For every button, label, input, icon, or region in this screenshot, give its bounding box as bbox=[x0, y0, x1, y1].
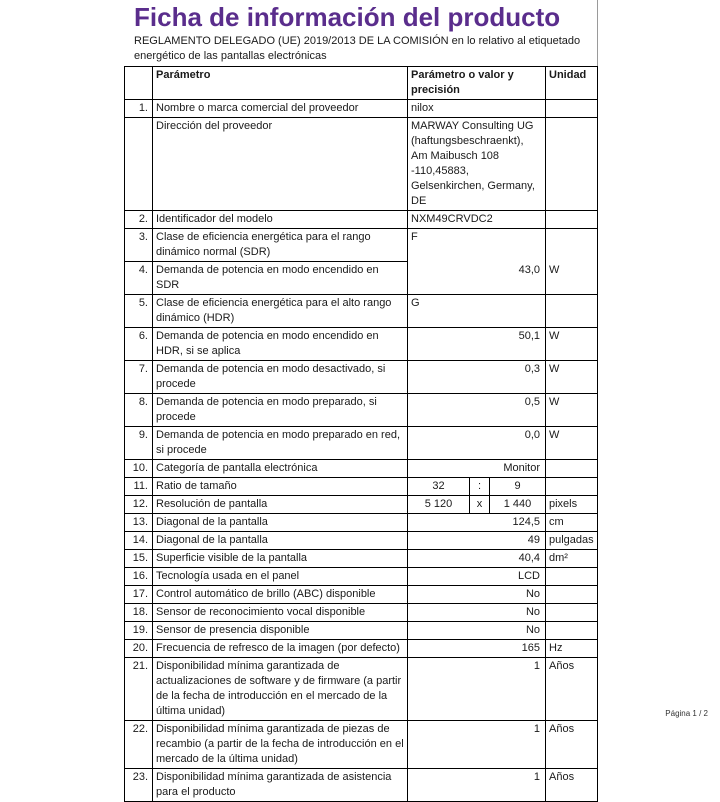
row-value: F bbox=[408, 229, 546, 262]
row-value: 165 bbox=[408, 640, 546, 658]
row-number: 22. bbox=[125, 721, 153, 769]
table-row bbox=[125, 721, 598, 769]
row-param: Identificador del modelo bbox=[153, 211, 408, 229]
row-param: Frecuencia de refresco de la imagen (por defecto) bbox=[153, 640, 408, 658]
row-unit: W bbox=[546, 328, 598, 361]
table-row bbox=[125, 394, 598, 427]
resolution-height: 1 440 bbox=[490, 496, 546, 514]
row-param: Clase de eficiencia energética para el alto rango dinámico (HDR) bbox=[153, 295, 408, 328]
row-number: 19. bbox=[125, 622, 153, 640]
row-value: Monitor bbox=[408, 460, 546, 478]
row-unit bbox=[546, 295, 598, 328]
row-unit bbox=[546, 211, 598, 229]
table-row bbox=[125, 118, 598, 211]
table-row bbox=[125, 328, 598, 361]
row-number: 11. bbox=[125, 478, 153, 496]
table-row bbox=[125, 568, 598, 586]
row-unit: Hz bbox=[546, 640, 598, 658]
resolution-separator: x bbox=[470, 496, 490, 514]
header-valor: Parámetro o valor y precisión bbox=[408, 67, 546, 100]
table-row bbox=[125, 640, 598, 658]
row-unit: W bbox=[546, 262, 598, 295]
row-param: Diagonal de la pantalla bbox=[153, 532, 408, 550]
row-number: 18. bbox=[125, 604, 153, 622]
row-number: 10. bbox=[125, 460, 153, 478]
row-number: 14. bbox=[125, 532, 153, 550]
row-value: LCD bbox=[408, 568, 546, 586]
table-row bbox=[125, 550, 598, 568]
header-parametro: Parámetro bbox=[153, 67, 408, 100]
table-row bbox=[125, 658, 598, 721]
table-row bbox=[125, 622, 598, 640]
row-param: Sensor de presencia disponible bbox=[153, 622, 408, 640]
row-unit bbox=[546, 118, 598, 211]
row-value: MARWAY Consulting UG (haftungsbeschraenkt), Am Maibusch 108 -110,45883, Gelsenkirchen, Germany, DE bbox=[408, 118, 546, 211]
product-info-table bbox=[124, 66, 598, 802]
table-row bbox=[125, 496, 598, 514]
row-param: Demanda de potencia en modo preparado, si procede bbox=[153, 394, 408, 427]
row-param: Categoría de pantalla electrónica bbox=[153, 460, 408, 478]
row-value: No bbox=[408, 586, 546, 604]
row-param: Dirección del proveedor bbox=[153, 118, 408, 211]
row-unit bbox=[546, 622, 598, 640]
table-row bbox=[125, 361, 598, 394]
row-number: 15. bbox=[125, 550, 153, 568]
header-num-cell bbox=[125, 67, 153, 100]
row-number: 4. bbox=[125, 262, 153, 295]
row-param: Demanda de potencia en modo preparado en red, si procede bbox=[153, 427, 408, 460]
row-value: 1 bbox=[408, 769, 546, 802]
table-row bbox=[125, 460, 598, 478]
row-unit bbox=[546, 568, 598, 586]
row-unit: cm bbox=[546, 514, 598, 532]
row-param: Disponibilidad mínima garantizada de asistencia para el producto bbox=[153, 769, 408, 802]
row-number: 2. bbox=[125, 211, 153, 229]
table-header-row bbox=[125, 67, 598, 100]
row-number: 12. bbox=[125, 496, 153, 514]
row-param: Demanda de potencia en modo desactivado, si procede bbox=[153, 361, 408, 394]
table-row bbox=[125, 295, 598, 328]
row-unit: W bbox=[546, 361, 598, 394]
row-unit: W bbox=[546, 427, 598, 460]
row-number: 3. bbox=[125, 229, 153, 262]
row-value: NXM49CRVDC2 bbox=[408, 211, 546, 229]
header-unidad: Unidad bbox=[546, 67, 598, 100]
row-param: Ratio de tamaño bbox=[153, 478, 408, 496]
row-number bbox=[125, 118, 153, 211]
row-value: 0,3 bbox=[408, 361, 546, 394]
row-param: Sensor de reconocimiento vocal disponible bbox=[153, 604, 408, 622]
row-number: 5. bbox=[125, 295, 153, 328]
table-row bbox=[125, 478, 598, 496]
row-unit bbox=[546, 460, 598, 478]
row-unit: dm² bbox=[546, 550, 598, 568]
row-value: 49 bbox=[408, 532, 546, 550]
row-value: No bbox=[408, 622, 546, 640]
row-param: Disponibilidad mínima garantizada de piezas de recambio (a partir de la fecha de introducción en el mercado de la última unidad) bbox=[153, 721, 408, 769]
row-param: Clase de eficiencia energética para el rango dinámico normal (SDR) bbox=[153, 229, 408, 262]
table-row bbox=[125, 211, 598, 229]
row-value: nilox bbox=[408, 100, 546, 118]
row-value: 43,0 bbox=[408, 262, 546, 295]
ratio-separator: : bbox=[470, 478, 490, 496]
ratio-width: 32 bbox=[408, 478, 470, 496]
row-value: 40,4 bbox=[408, 550, 546, 568]
row-param: Tecnología usada en el panel bbox=[153, 568, 408, 586]
row-unit: W bbox=[546, 394, 598, 427]
row-value: 124,5 bbox=[408, 514, 546, 532]
row-unit bbox=[546, 586, 598, 604]
row-param: Control automático de brillo (ABC) disponible bbox=[153, 586, 408, 604]
row-value: No bbox=[408, 604, 546, 622]
page-number: Página 1 / 2 bbox=[665, 709, 708, 718]
table-row bbox=[125, 100, 598, 118]
table-row bbox=[125, 769, 598, 802]
row-value: 1 bbox=[408, 658, 546, 721]
row-param: Superficie visible de la pantalla bbox=[153, 550, 408, 568]
row-param: Diagonal de la pantalla bbox=[153, 514, 408, 532]
row-number: 13. bbox=[125, 514, 153, 532]
row-param: Demanda de potencia en modo encendido en SDR bbox=[153, 262, 408, 295]
row-param: Nombre o marca comercial del proveedor bbox=[153, 100, 408, 118]
table-row bbox=[125, 262, 598, 295]
table-row bbox=[125, 514, 598, 532]
row-number: 17. bbox=[125, 586, 153, 604]
row-number: 8. bbox=[125, 394, 153, 427]
row-value: 50,1 bbox=[408, 328, 546, 361]
row-number: 21. bbox=[125, 658, 153, 721]
row-number: 20. bbox=[125, 640, 153, 658]
row-unit bbox=[546, 604, 598, 622]
table-row bbox=[125, 532, 598, 550]
table-row bbox=[125, 229, 598, 262]
row-value: G bbox=[408, 295, 546, 328]
ratio-height: 9 bbox=[490, 478, 546, 496]
row-value: 0,5 bbox=[408, 394, 546, 427]
row-number: 23. bbox=[125, 769, 153, 802]
table-row bbox=[125, 427, 598, 460]
row-number: 7. bbox=[125, 361, 153, 394]
row-param: Disponibilidad mínima garantizada de actualizaciones de software y de firmware (a partir de la fecha de introducción en el mercado de la última unidad) bbox=[153, 658, 408, 721]
row-number: 9. bbox=[125, 427, 153, 460]
row-param: Demanda de potencia en modo encendido en HDR, si se aplica bbox=[153, 328, 408, 361]
row-value: 1 bbox=[408, 721, 546, 769]
row-unit: Años bbox=[546, 721, 598, 769]
table-row bbox=[125, 604, 598, 622]
row-number: 1. bbox=[125, 100, 153, 118]
row-number: 16. bbox=[125, 568, 153, 586]
row-unit bbox=[546, 100, 598, 118]
row-unit: pixels bbox=[546, 496, 598, 514]
table-row bbox=[125, 586, 598, 604]
regulation-subtitle: REGLAMENTO DELEGADO (UE) 2019/2013 DE LA COMISIÓN en lo relativo al etiquetado energético de las pantallas electrónicas bbox=[134, 35, 581, 62]
resolution-width: 5 120 bbox=[408, 496, 470, 514]
row-number: 6. bbox=[125, 328, 153, 361]
row-value: 0,0 bbox=[408, 427, 546, 460]
row-unit: Años bbox=[546, 769, 598, 802]
row-unit: pulgadas bbox=[546, 532, 598, 550]
row-unit bbox=[546, 229, 598, 262]
row-unit: Años bbox=[546, 658, 598, 721]
row-unit bbox=[546, 478, 598, 496]
page-title: Ficha de información del producto bbox=[134, 2, 561, 32]
row-param: Resolución de pantalla bbox=[153, 496, 408, 514]
